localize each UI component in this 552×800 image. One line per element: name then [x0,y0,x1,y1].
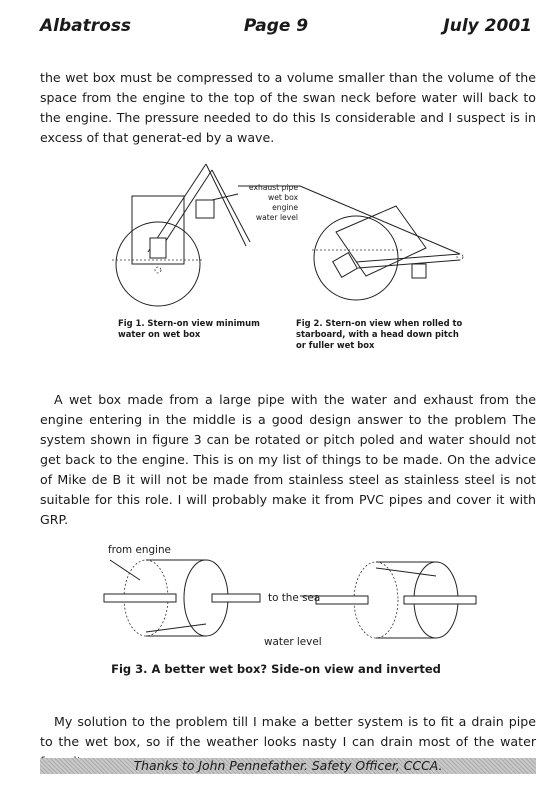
outlet-pipe-1 [212,594,260,602]
footer-credit: Thanks to John Pennefather. Safety Officer, CCCA. [40,758,536,774]
inlet-pipe-1 [104,594,176,602]
header-page-number: Page 9 [243,16,309,36]
outlet-pipe-2 [404,596,476,604]
inlet-pipe-2 [316,596,368,604]
header-publication: Albatross [40,16,132,36]
leader-fig2 [300,186,460,254]
label-water-level-fig3: water level [264,636,322,648]
engine-fig1 [150,238,166,258]
shaft-fig1 [155,267,161,273]
wet-box-fig2 [412,264,426,278]
engine-fig2 [333,253,358,278]
paragraph-solution: My solution to the problem till I make a better system is to fit a drain pipe to the wet box, so if the weather looks nasty I can drain most of the water [40,714,536,749]
wet-box-fig1 [196,200,214,218]
label-from-engine: from engine [108,544,171,556]
paragraph-design: A wet box made from a large pipe with the water and exhaust from the engine entering in the middle is a good design answer to the problem The system shown in figure 3 can be rotated or pitch poled and water should not get back to the engine. This is on my list of things to be made. On the advice of Mike de B it will not be made from stainless steel as stainless steel is not suitable for this role. I will probably make it from PVC pipes and cover it with GRP. [40,392,536,527]
outlet-fig2 [457,254,463,260]
label-water-level: water level [255,213,298,222]
caption-fig3: Fig 3. A better wet box? Side-on view and inverted [111,662,441,676]
hull-circle-fig2 [314,216,398,300]
water-line-1 [146,624,206,632]
header-date: July 2001 [443,16,532,36]
caption-fig1: Fig 1. Stern-on view minimum water on wet box [118,318,260,339]
label-exhaust-pipe: exhaust pipe [248,183,298,192]
label-to-the-sea: to the sea [268,592,321,604]
caption-fig2: Fig 2. Stern-on view when rolled to starboard, with a head down pitch or fuller wet box [296,318,463,350]
exhaust-pipe-fig2-b [358,260,460,268]
label-wet-box: wet box [267,193,298,202]
water-line-2 [376,568,436,576]
figure-2-drawing [300,186,463,300]
leader-from-engine [110,560,140,580]
paragraph-intro: the wet box must be compressed to a volume smaller than the volume of the space from the engine to the top of the swan neck before water will back to the engine. The pressure needed to do this Is considerable and I suspect is in excess of that generat-ed by a wave. [40,70,536,145]
label-engine: engine [272,203,298,212]
